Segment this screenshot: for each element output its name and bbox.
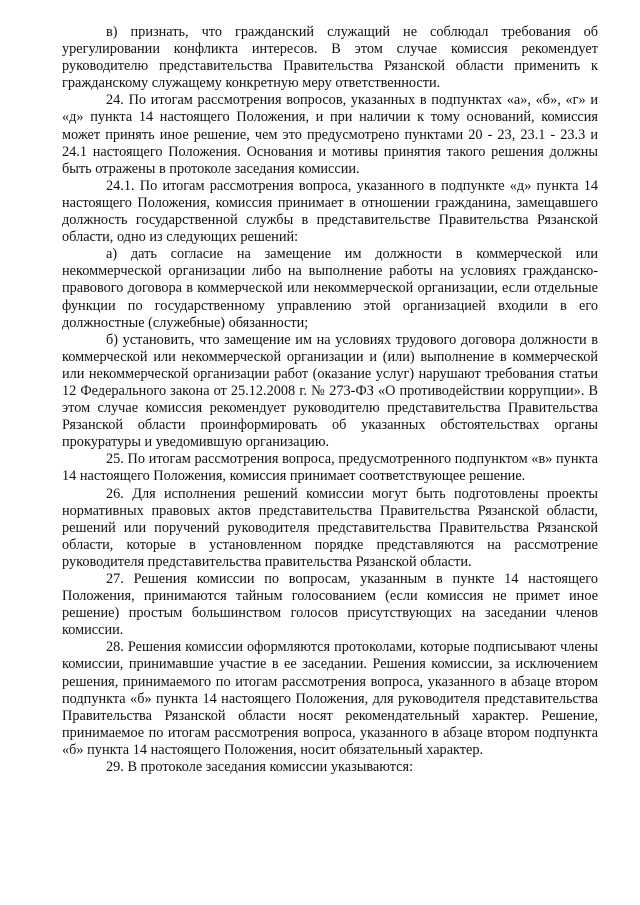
document-page [62,24,598,776]
paragraph-24-1: 24.1. По итогам рассмотрения вопроса, указанного в подпункте «д» пункта 14 настоящего Положения, комиссия принимает в отношении гражданина, замещавшего должность государственной службы в представительстве Правительства Рязанской области, одно из следующих решений: [62,177,598,246]
paragraph-24-1-b: б) установить, что замещение им на условиях трудового договора должности в коммерческой или некоммерческой организации и (или) выполнение в коммерческой или некоммерческой организации работ (оказание услуг) нарушают требования статьи 12 Федерального закона от 25.12.2008 г. № 273-ФЗ «О противодействии коррупции». В этом случае комиссия рекомендует руководителю представительства Правительства Рязанской области проинформировать об указанных обстоятельствах органы прокуратуры и уведомившую организацию. [62,331,598,451]
paragraph-23-v: в) признать, что гражданский служащий не соблюдал требования об урегулировании конфликта интересов. В этом случае комиссия рекомендует руководителю представительства Правительства Рязанской области применить к гражданскому служащему конкретную меру ответственности. [62,24,598,92]
paragraph-26: 26. Для исполнения решений комиссии могут быть подготовлены проекты нормативных правовых актов представительства Правительства Рязанской области, решений или поручений руководителя представительства Правительства Рязанской области, которые в установленном порядке представляются на рассмотрение руководителя представительства правительства Рязанской области. [62,485,598,570]
paragraph-27: 27. Решения комиссии по вопросам, указанным в пункте 14 настоящего Положения, принимаются тайным голосованием (если комиссия не примет иное решение) простым большинством голосов присутствующих на заседании членов комиссии. [62,571,598,639]
paragraph-28: 28. Решения комиссии оформляются протоколами, которые подписывают члены комиссии, принимавшие участие в ее заседании. Решения комиссии, за исключением решения, принимаемого по итогам рассмотрения вопроса, указанного в абзаце втором подпункта «б» пункта 14 настоящего Положения, для руководителя представительства Правительства Рязанской области носят рекомендательный характер. Решение, принимаемое по итогам рассмотрения вопроса, указанного в абзаце втором подпункта «б» пункта 14 настоящего Положения, носит обязательный характер. [62,639,598,758]
paragraph-25: 25. По итогам рассмотрения вопроса, предусмотренного подпунктом «в» пункта 14 настоящего Положения, комиссия принимает соответствующее решение. [62,451,598,485]
paragraph-29: 29. В протоколе заседания комиссии указываются: [106,759,414,776]
paragraph-24-1-a: а) дать согласие на замещение им должности в коммерческой или некоммерческой организации либо на выполнение работы на условиях гражданско-правового договора в коммерческой или некоммерческой организации, если отдельные функции по государственному управлению этой организацией входили в его должностные (служебные) обязанности; [62,246,598,331]
paragraph-24: 24. По итогам рассмотрения вопросов, указанных в подпунктах «а», «б», «г» и «д» пункта 14 настоящего Положения, и при наличии к тому оснований, комиссия может принять иное решение, чем это предусмотрено пунктами 20 - 23, 23.1 - 23.3 и 24.1 настоящего Положения. Основания и мотивы принятия такого решения должны быть отражены в протоколе заседания комиссии. [62,92,598,177]
